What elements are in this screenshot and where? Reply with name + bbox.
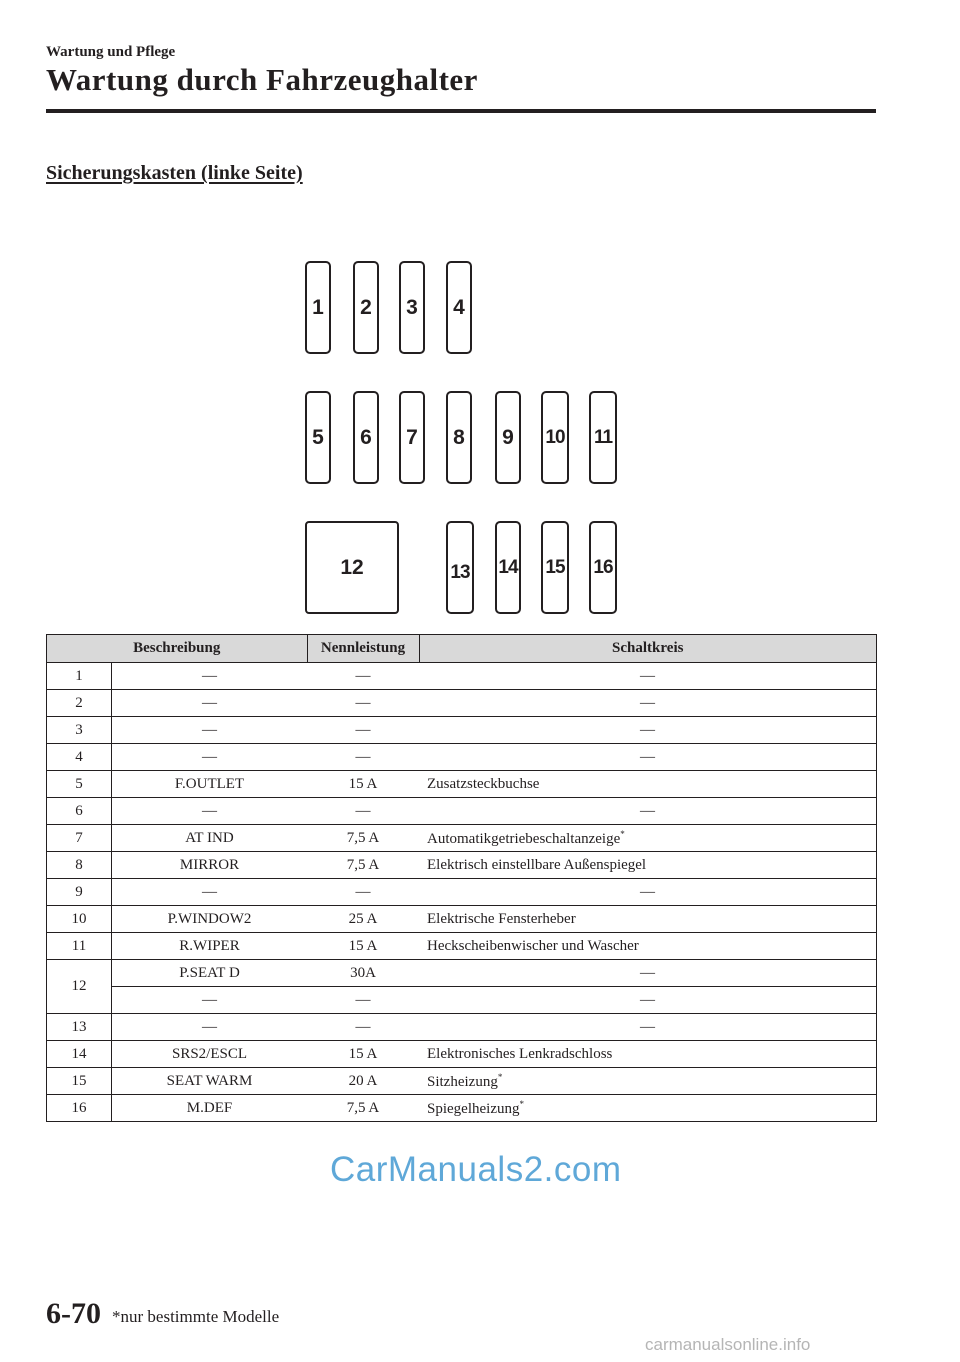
row-circuit: Zusatzsteckbuchse: [419, 771, 877, 798]
section-label: Wartung und Pflege: [46, 44, 176, 60]
row-rating: —: [307, 663, 419, 690]
row-num: 1: [47, 663, 112, 690]
fuse-16: 16: [589, 521, 617, 614]
row-circuit: Heckscheibenwischer und Wascher: [419, 933, 877, 960]
row-description: M.DEF: [112, 1095, 308, 1122]
row-description: MIRROR: [112, 852, 308, 879]
table-row: [47, 852, 877, 879]
row-circuit: —: [419, 690, 877, 717]
row-circuit: Elektrische Fensterheber: [419, 906, 877, 933]
site-watermark: carmanualsonline.info: [645, 1335, 811, 1354]
row-rating: 7,5 A: [307, 852, 419, 879]
table-row: [47, 798, 877, 825]
row-num: 16: [47, 1095, 112, 1122]
footnote-star: *: [620, 828, 625, 839]
row-rating: 7,5 A: [307, 1095, 419, 1122]
row-description: —: [112, 744, 308, 771]
row-description: F.OUTLET: [112, 771, 308, 798]
row-circuit: —: [419, 744, 877, 771]
header-description: Beschreibung: [47, 635, 308, 663]
table-row: [47, 717, 877, 744]
row-description: AT IND: [112, 825, 308, 852]
row-circuit: —: [419, 1014, 877, 1041]
row-description: SRS2/ESCL: [112, 1041, 308, 1068]
row-num: 4: [47, 744, 112, 771]
row-num: 3: [47, 717, 112, 744]
row-rating: —: [307, 798, 419, 825]
table-row: [47, 744, 877, 771]
row-description: —: [112, 1014, 308, 1041]
row-num: 15: [47, 1068, 112, 1095]
fuse-13: 13: [446, 521, 474, 614]
row-rating: —: [307, 987, 419, 1014]
subheading: Sicherungskasten (linke Seite): [46, 162, 303, 184]
title-rule: [46, 109, 876, 113]
fuse-14: 14: [495, 521, 521, 614]
table-row: [47, 960, 877, 987]
row-rating: 15 A: [307, 771, 419, 798]
fuse-1: 1: [305, 261, 331, 354]
fuse-15: 15: [541, 521, 569, 614]
header-circuit: Schaltkreis: [419, 635, 877, 663]
row-num: 9: [47, 879, 112, 906]
footnote-star: *: [497, 1071, 503, 1082]
row-circuit: —: [419, 987, 877, 1014]
fuse-4: 4: [446, 261, 472, 354]
row-rating: 15 A: [307, 933, 419, 960]
row-rating: 30A: [307, 960, 419, 987]
fuse-10: 10: [541, 391, 569, 484]
row-rating: 20 A: [307, 1068, 419, 1095]
header-rating: Nennleistung: [307, 635, 419, 663]
row-rating: 7,5 A: [307, 825, 419, 852]
row-num: 8: [47, 852, 112, 879]
row-rating: —: [307, 879, 419, 906]
page-number: 6-70: [46, 1297, 101, 1330]
table-row: [47, 663, 877, 690]
row-num: 14: [47, 1041, 112, 1068]
fuse-table: [46, 634, 877, 1122]
row-num: 12: [47, 960, 112, 1014]
table-row: [47, 825, 877, 852]
row-description: —: [112, 879, 308, 906]
footnote: *nur bestimmte Modelle: [112, 1307, 280, 1326]
table-row: [47, 1014, 877, 1041]
row-description: —: [112, 798, 308, 825]
row-circuit: —: [419, 960, 877, 987]
row-description: —: [112, 987, 308, 1014]
fuse-9: 9: [495, 391, 521, 484]
row-circuit: —: [419, 717, 877, 744]
row-rating: —: [307, 690, 419, 717]
row-circuit: Elektronisches Lenkradschloss: [419, 1041, 877, 1068]
table-row: [47, 879, 877, 906]
row-circuit: Spiegelheizung*: [419, 1095, 877, 1122]
row-circuit: —: [419, 879, 877, 906]
row-circuit: —: [419, 798, 877, 825]
row-description: —: [112, 663, 308, 690]
watermark: CarManuals2.com: [330, 1150, 622, 1189]
row-num: 6: [47, 798, 112, 825]
table-row: [47, 1068, 877, 1095]
table-row: [47, 933, 877, 960]
table-row: [47, 906, 877, 933]
row-description: R.WIPER: [112, 933, 308, 960]
row-circuit: Sitzheizung*: [419, 1068, 877, 1095]
fuse-3: 3: [399, 261, 425, 354]
table-header-row: [47, 635, 877, 663]
row-rating: 15 A: [307, 1041, 419, 1068]
table-row: [47, 690, 877, 717]
row-circuit: Elektrisch einstellbare Außenspiegel: [419, 852, 877, 879]
fuse-5: 5: [305, 391, 331, 484]
row-rating: —: [307, 744, 419, 771]
table-row: [47, 1041, 877, 1068]
row-circuit: —: [419, 663, 877, 690]
row-num: 5: [47, 771, 112, 798]
row-rating: 25 A: [307, 906, 419, 933]
row-description: P.SEAT D: [112, 960, 308, 987]
row-num: 11: [47, 933, 112, 960]
row-num: 10: [47, 906, 112, 933]
row-num: 13: [47, 1014, 112, 1041]
table-row: [47, 771, 877, 798]
row-circuit: Automatikgetriebeschaltanzeige*: [419, 825, 877, 852]
row-rating: —: [307, 1014, 419, 1041]
page-title: Wartung durch Fahrzeughalter: [46, 62, 478, 97]
footnote-star: *: [519, 1098, 524, 1109]
row-rating: —: [307, 717, 419, 744]
fuse-6: 6: [353, 391, 379, 484]
fuse-7: 7: [399, 391, 425, 484]
row-num: 7: [47, 825, 112, 852]
fuse-11: 11: [589, 391, 617, 484]
row-num: 2: [47, 690, 112, 717]
fuse-2: 2: [353, 261, 379, 354]
row-description: —: [112, 690, 308, 717]
row-description: SEAT WARM: [112, 1068, 308, 1095]
fuse-8: 8: [446, 391, 472, 484]
table-row: [47, 1095, 877, 1122]
table-row: [47, 987, 877, 1014]
row-description: —: [112, 717, 308, 744]
row-description: P.WINDOW2: [112, 906, 308, 933]
fuse-12: 12: [305, 521, 399, 614]
